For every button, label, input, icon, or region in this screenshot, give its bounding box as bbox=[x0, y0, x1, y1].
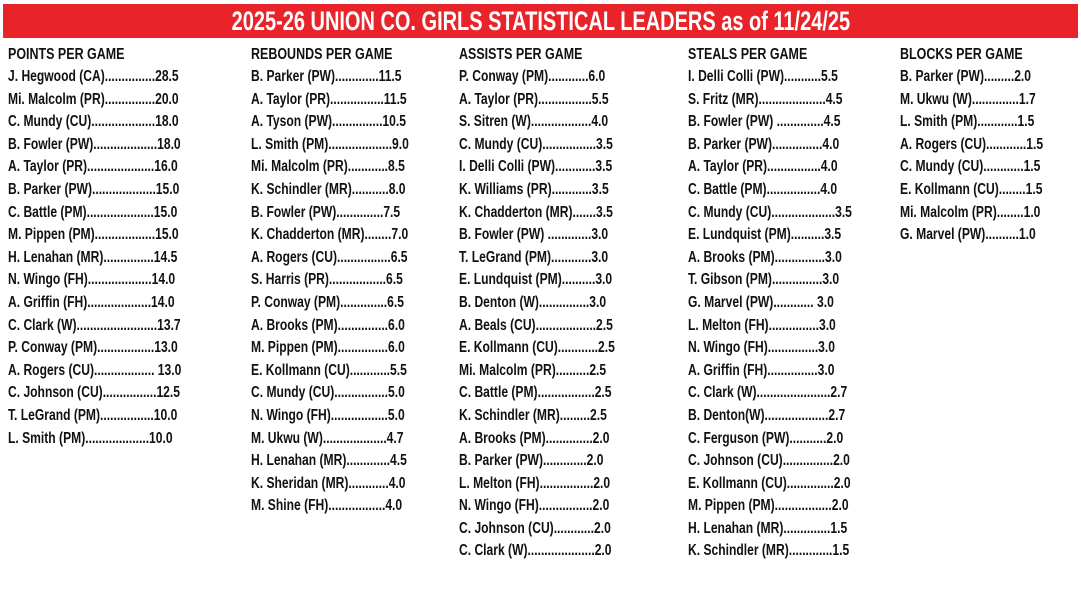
leader-row: H. Lenahan (MR)...............14.5 bbox=[8, 248, 178, 266]
leader-row: T. Gibson (PM)...............3.0 bbox=[688, 271, 840, 289]
leader-row: K. Sheridan (MR)............4.0 bbox=[251, 474, 406, 492]
leader-row: M. Shine (FH).................4.0 bbox=[251, 497, 403, 515]
leader-row: B. Denton(W)...................2.7 bbox=[688, 406, 846, 424]
column-heading: STEALS PER GAME bbox=[688, 46, 808, 63]
leader-row: A. Brooks (PM)...............3.0 bbox=[688, 248, 842, 266]
leader-row: A. Taylor (PR)................4.0 bbox=[688, 158, 838, 176]
leader-row: E. Kollmann (CU)............5.5 bbox=[251, 361, 407, 379]
leader-row: E. Lundquist (PM)..........3.0 bbox=[459, 271, 613, 289]
leader-row: M. Pippen (PM).................2.0 bbox=[688, 497, 849, 515]
leader-row: K. Schindler (MR)...........8.0 bbox=[251, 180, 406, 198]
leader-row: K. Williams (PR)............3.5 bbox=[459, 180, 609, 198]
column-heading: REBOUNDS PER GAME bbox=[251, 46, 393, 63]
leader-row: A. Taylor (PR)................5.5 bbox=[459, 90, 609, 108]
leader-row: C. Clark (W)........................13.7 bbox=[8, 316, 181, 334]
leader-row: Mi. Malcolm (PR)..........2.5 bbox=[459, 361, 607, 379]
leader-row: A. Tyson (PW)...............10.5 bbox=[251, 113, 406, 131]
leader-row: B. Fowler (PW)..............7.5 bbox=[251, 203, 401, 221]
leader-row: K. Schindler (MR).........2.5 bbox=[459, 406, 607, 424]
leader-row: T. LeGrand (PM)............3.0 bbox=[459, 248, 609, 266]
leader-row: P. Conway (PM).................13.0 bbox=[8, 339, 178, 357]
leader-row: C. Ferguson (PW)...........2.0 bbox=[688, 429, 844, 447]
column-heading: BLOCKS PER GAME bbox=[900, 46, 1023, 63]
leader-row: T. LeGrand (PM)................10.0 bbox=[8, 406, 178, 424]
column-heading: ASSISTS PER GAME bbox=[459, 46, 583, 63]
leader-row: M. Pippen (PM)...............6.0 bbox=[251, 339, 405, 357]
leader-row: C. Battle (PM)....................15.0 bbox=[8, 203, 178, 221]
leader-row: N. Wingo (FH)...............3.0 bbox=[688, 339, 835, 357]
leader-row: A. Brooks (PM)..............2.0 bbox=[459, 429, 610, 447]
leader-row: Mi. Malcolm (PR)........1.0 bbox=[900, 203, 1041, 221]
leader-row: A. Beals (CU)..................2.5 bbox=[459, 316, 613, 334]
leader-row: N. Wingo (FH).................5.0 bbox=[251, 406, 405, 424]
steals-column bbox=[688, 44, 898, 563]
leader-row: G. Marvel (PW)............ 3.0 bbox=[688, 293, 834, 311]
leader-row: B. Parker (PW)...................15.0 bbox=[8, 180, 180, 198]
leader-row: L. Smith (PM)...................9.0 bbox=[251, 135, 409, 153]
leader-row: L. Melton (FH)................2.0 bbox=[459, 474, 611, 492]
leader-row: C. Johnson (CU)...............2.0 bbox=[688, 452, 850, 470]
leader-row: A. Taylor (PR)................11.5 bbox=[251, 90, 407, 108]
leader-row: C. Clark (W)....................2.0 bbox=[459, 542, 612, 560]
leader-row: S. Sitren (W)..................4.0 bbox=[459, 113, 609, 131]
leader-row: C. Battle (PM)................4.0 bbox=[688, 180, 838, 198]
leader-row: C. Johnson (CU)............2.0 bbox=[459, 519, 611, 537]
leader-row: H. Lenahan (MR)..............1.5 bbox=[688, 519, 848, 537]
leader-row: A. Rogers (CU).................. 13.0 bbox=[8, 361, 182, 379]
rebounds-column bbox=[251, 44, 453, 518]
leader-row: N. Wingo (FH)................2.0 bbox=[459, 497, 610, 515]
leader-row: S. Harris (PR).................6.5 bbox=[251, 271, 403, 289]
leader-row: A. Brooks (PM)...............6.0 bbox=[251, 316, 405, 334]
leader-row: M. Ukwu (W)..............1.7 bbox=[900, 90, 1036, 108]
leader-row: K. Schindler (MR).............1.5 bbox=[688, 542, 850, 560]
leader-row: I. Delli Colli (PW)............3.5 bbox=[459, 158, 613, 176]
leader-row: M. Ukwu (W)...................4.7 bbox=[251, 429, 404, 447]
leader-row: E. Kollmann (CU)..............2.0 bbox=[688, 474, 851, 492]
leader-row: G. Marvel (PW)..........1.0 bbox=[900, 226, 1036, 244]
leader-row: M. Pippen (PM)..................15.0 bbox=[8, 226, 179, 244]
assists-column bbox=[459, 44, 659, 563]
leader-row: B. Parker (PW).........2.0 bbox=[900, 68, 1032, 85]
leader-row: B. Fowler (PW)...................18.0 bbox=[8, 135, 181, 153]
leader-row: S. Fritz (MR)....................4.5 bbox=[688, 90, 843, 108]
leader-row: H. Lenahan (MR).............4.5 bbox=[251, 452, 407, 470]
blocks-column bbox=[900, 44, 1081, 247]
leader-row: K. Chadderton (MR)........7.0 bbox=[251, 226, 409, 244]
leader-row: I. Delli Colli (PW)...........5.5 bbox=[688, 68, 838, 85]
leader-row: L. Smith (PM)...................10.0 bbox=[8, 429, 173, 447]
leader-row: B. Fowler (PW) .............3.0 bbox=[459, 226, 609, 244]
leader-row: C. Clark (W)......................2.7 bbox=[688, 384, 848, 402]
leader-row: C. Mundy (CU)................3.5 bbox=[459, 135, 613, 153]
column-heading: POINTS PER GAME bbox=[8, 46, 125, 63]
title-banner bbox=[3, 4, 1078, 38]
leader-row: Mi. Malcolm (PR)............8.5 bbox=[251, 158, 405, 176]
leader-row: Mi. Malcolm (PR)...............20.0 bbox=[8, 90, 179, 108]
leader-row: N. Wingo (FH)...................14.0 bbox=[8, 271, 176, 289]
leader-row: E. Lundquist (PM)..........3.5 bbox=[688, 226, 842, 244]
leader-row: B. Parker (PW).............11.5 bbox=[251, 68, 402, 85]
leader-row: C. Mundy (CU)............1.5 bbox=[900, 158, 1041, 176]
leader-row: L. Smith (PM)............1.5 bbox=[900, 113, 1035, 131]
leader-row: A. Griffin (FH)...............3.0 bbox=[688, 361, 835, 379]
leader-row: L. Melton (FH)...............3.0 bbox=[688, 316, 836, 334]
leader-row: A. Taylor (PR)....................16.0 bbox=[8, 158, 178, 176]
leader-row: C. Mundy (CU)...................18.0 bbox=[8, 113, 179, 131]
leader-row: P. Conway (PM)............6.0 bbox=[459, 68, 606, 85]
leader-row: J. Hegwood (CA)...............28.5 bbox=[8, 68, 179, 85]
leader-row: B. Parker (PW).............2.0 bbox=[459, 452, 604, 470]
leader-row: C. Mundy (CU)................5.0 bbox=[251, 384, 405, 402]
points-column bbox=[8, 44, 230, 450]
page-title: 2025-26 UNION CO. GIRLS STATISTICAL LEADERS as of 11/24/25 bbox=[231, 5, 850, 36]
leader-row: C. Mundy (CU)...................3.5 bbox=[688, 203, 852, 221]
leader-row: C. Battle (PM).................2.5 bbox=[459, 384, 612, 402]
leader-row: P. Conway (PM)..............6.5 bbox=[251, 293, 404, 311]
leader-row: E. Kollmann (CU)............2.5 bbox=[459, 339, 615, 357]
leader-row: A. Rogers (CU)................6.5 bbox=[251, 248, 408, 266]
leader-row: K. Chadderton (MR).......3.5 bbox=[459, 203, 613, 221]
leader-row: B. Parker (PW)...............4.0 bbox=[688, 135, 840, 153]
leader-row: C. Johnson (CU)................12.5 bbox=[8, 384, 180, 402]
leader-row: B. Denton (W)...............3.0 bbox=[459, 293, 607, 311]
leader-row: A. Griffin (FH)...................14.0 bbox=[8, 293, 175, 311]
leader-row: E. Kollmann (CU)........1.5 bbox=[900, 180, 1043, 198]
leader-row: B. Fowler (PW) ..............4.5 bbox=[688, 113, 841, 131]
leader-row: A. Rogers (CU)............1.5 bbox=[900, 135, 1044, 153]
